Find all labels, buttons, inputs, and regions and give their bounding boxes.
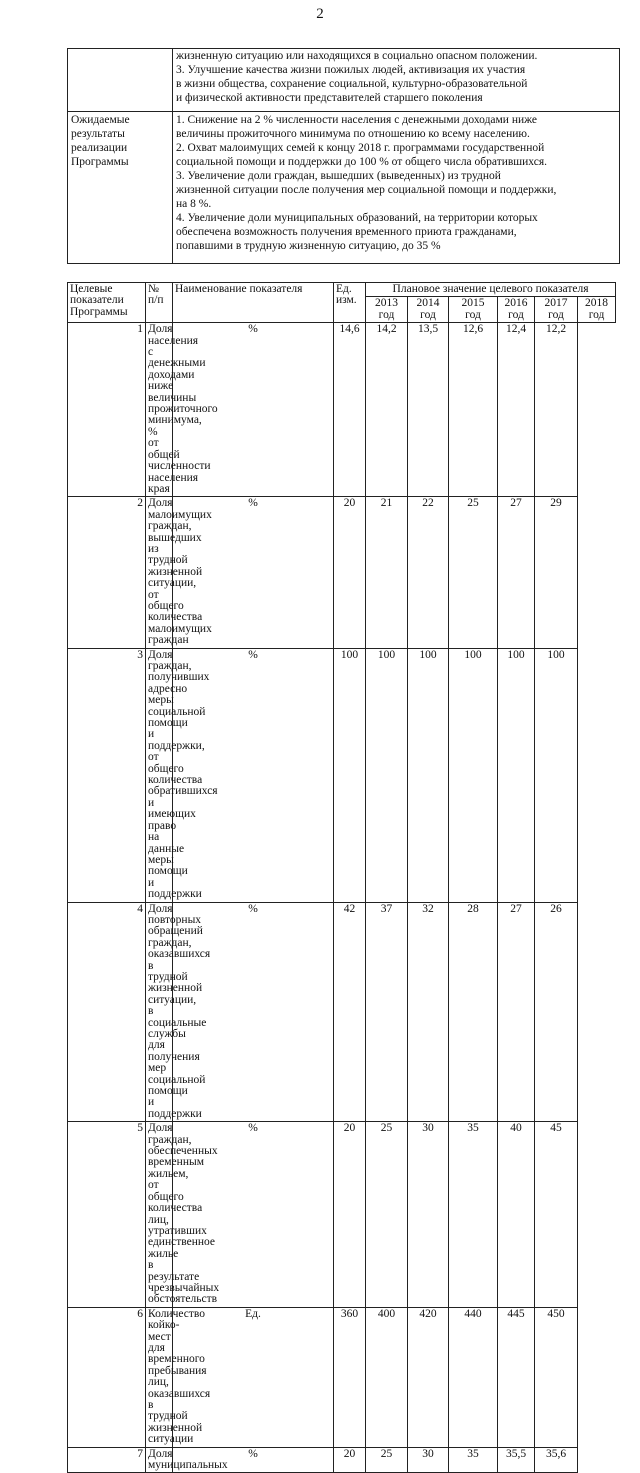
indicator-value: 14,2	[366, 323, 408, 497]
indicator-row	[68, 1447, 616, 1473]
continuation-row	[68, 49, 620, 112]
continuation-text-cell	[173, 49, 620, 112]
indicator-name-line: количества обратившихся	[148, 774, 218, 798]
indicator-unit: Ед.	[173, 1307, 334, 1447]
indicator-value: 27	[498, 902, 535, 1122]
row-number: 4	[68, 902, 146, 1122]
indicator-name	[146, 497, 212, 648]
indicator-name-line: численности населения	[148, 460, 211, 484]
indicator-value: 100	[498, 648, 535, 902]
row-number: 2	[68, 497, 146, 648]
indicator-name	[146, 648, 218, 902]
indicators-table	[67, 282, 616, 1473]
expected-result-line: 1. Снижение на 2 % численности населения с денежными доходами ниже	[176, 114, 538, 126]
continuation-line: жизненную ситуацию или находящихся в социально опасном положении.	[176, 50, 538, 62]
header-unit-line: изм.	[336, 294, 357, 307]
header-row	[68, 283, 616, 297]
indicator-value: 25	[366, 1447, 408, 1473]
indicator-unit: %	[173, 323, 334, 497]
indicator-name-line: ситуации, от общего	[148, 577, 197, 612]
indicator-unit: %	[173, 648, 334, 902]
indicator-value: 20	[334, 1122, 366, 1308]
year-header	[498, 297, 535, 323]
indicator-name-line: количества лиц,	[148, 1202, 203, 1226]
indicator-value: 360	[334, 1307, 366, 1447]
indicator-value: 29	[535, 497, 578, 648]
year-suffix: год	[508, 308, 524, 321]
indicator-value: 35,5	[498, 1447, 535, 1473]
results-table	[67, 48, 620, 264]
indicator-value: 22	[408, 497, 449, 648]
indicator-name-line: граждан, вышедших	[148, 520, 202, 544]
indicator-name-line: прожиточного	[148, 403, 218, 416]
indicator-value: 45	[535, 1122, 578, 1308]
indicator-value: 20	[334, 1447, 366, 1473]
indicator-row	[68, 902, 616, 1122]
indicator-value: 25	[449, 497, 498, 648]
indicator-name-line: Доля граждан,	[148, 1122, 192, 1146]
indicator-name-line: и поддержки	[148, 1096, 202, 1120]
indicator-name-line: Доля населения	[148, 323, 199, 347]
indicator-value: 35	[449, 1447, 498, 1473]
indicator-value: 32	[408, 902, 449, 1122]
year-suffix: год	[548, 308, 564, 321]
indicator-value: 100	[366, 648, 408, 902]
header-planned: Плановое значение целевого показателя	[366, 283, 616, 297]
row-number: 3	[68, 648, 146, 902]
expected-label-line: Ожидаемые	[71, 114, 130, 126]
indicator-name-line: утративших единственное	[148, 1224, 216, 1249]
expected-result-line: 2. Охват малоимущих семей к концу 2018 г. программами государственной	[176, 142, 545, 154]
indicator-name-line: Доля муниципальных	[148, 1447, 228, 1472]
expected-results-text	[173, 112, 620, 264]
indicator-value: 37	[366, 902, 408, 1122]
indicator-value: 30	[408, 1122, 449, 1308]
indicator-value: 27	[498, 497, 535, 648]
expected-results-label	[68, 112, 173, 264]
indicator-name-line: для временного	[148, 1341, 205, 1366]
indicator-value: 445	[498, 1307, 535, 1447]
indicator-name-line: жизненной ситуации	[148, 1421, 203, 1446]
indicator-name-line: чрезвычайных	[148, 1281, 220, 1294]
expected-label-line: реализации	[71, 142, 128, 154]
row-number: 7	[68, 1447, 146, 1473]
header-num-line: п/п	[148, 294, 164, 307]
indicator-name	[146, 323, 218, 497]
indicator-name-line: обращений граждан,	[148, 925, 203, 949]
indicator-value: 25	[366, 1122, 408, 1308]
year-value: 2015	[461, 297, 485, 310]
page-number: 2	[316, 6, 324, 22]
indicator-value: 400	[366, 1307, 408, 1447]
indicator-name	[146, 902, 211, 1122]
indicator-row	[68, 1307, 616, 1447]
indicator-name-line: оказавшихся в трудной	[148, 948, 211, 983]
indicator-value: 100	[449, 648, 498, 902]
indicator-name-line: получивших адресно меры	[148, 671, 210, 707]
header-name: Наименование показателя	[173, 283, 334, 323]
continuation-line: и физической активности представителей старшего поколения	[176, 92, 483, 104]
indicators-section-label	[68, 283, 146, 323]
indicator-name-line: с денежными доходами	[148, 346, 206, 381]
year-suffix: год	[465, 308, 481, 321]
indicator-name	[146, 1447, 228, 1473]
year-value: 2016	[504, 297, 528, 310]
section-label-line: Программы	[70, 305, 128, 318]
year-header	[535, 297, 578, 323]
expected-result-line: 3. Увеличение доли граждан, вышедших (выведенных) из трудной	[176, 170, 501, 182]
year-header	[408, 297, 449, 323]
indicator-value: 100	[408, 648, 449, 902]
indicator-name-line: в социальные службы	[148, 1005, 207, 1040]
indicator-name-line: обеспеченных временным	[148, 1145, 218, 1169]
expected-result-line: обеспечена возможность получения временного приюта гражданами,	[176, 226, 517, 238]
indicator-name-line: края	[148, 482, 170, 495]
indicator-row	[68, 648, 616, 902]
indicator-value: 13,5	[408, 323, 449, 497]
indicator-unit: %	[173, 902, 334, 1122]
expected-label-line: Программы	[71, 156, 129, 168]
row-number: 5	[68, 1122, 146, 1308]
expected-result-line: на 8 %.	[176, 198, 212, 210]
year-value: 2018 год	[585, 297, 609, 321]
section-label-line: показатели	[70, 294, 124, 307]
header-unit-line: Ед.	[336, 283, 352, 295]
indicator-value: 12,6	[449, 323, 498, 497]
row-number: 6	[68, 1307, 146, 1447]
indicator-name-line: на данные меры помощи	[148, 831, 188, 878]
indicator-value: 21	[366, 497, 408, 648]
year-header	[449, 297, 498, 323]
indicator-name-line: для получения мер	[148, 1039, 200, 1075]
year-value: 2013	[375, 297, 398, 310]
year-value: 2017	[544, 297, 568, 310]
indicator-value: 100	[334, 648, 366, 902]
indicator-name-line: и поддержки	[148, 876, 202, 901]
indicator-name-line: Доля малоимущих	[148, 497, 212, 521]
expected-label-line: результаты	[71, 128, 125, 140]
header-num-line: №	[148, 283, 159, 295]
indicator-name	[146, 1122, 220, 1308]
expected-result-line: социальной помощи и поддержки до 100 % от общего числа обратившихся.	[176, 156, 547, 168]
expected-result-line: 4. Увеличение доли муниципальных образований, на территории которых	[176, 212, 538, 224]
indicator-name-line: жизненной ситуации,	[148, 982, 203, 1006]
indicator-name-line: граждан	[148, 634, 189, 647]
indicator-name-line: пребывания лиц,	[148, 1364, 207, 1389]
expected-result-line: попавшими в трудную жизненную ситуацию, до 35 %	[176, 240, 441, 252]
indicator-name-line: количества малоимущих	[148, 611, 212, 635]
header-unit	[334, 283, 366, 323]
indicator-value: 420	[408, 1307, 449, 1447]
indicator-unit: %	[173, 497, 334, 648]
indicator-value: 100	[535, 648, 578, 902]
indicator-value: 42	[334, 902, 366, 1122]
section-label-line: Целевые	[70, 283, 113, 295]
header-num	[146, 283, 173, 323]
indicator-value: 12,2	[535, 323, 578, 497]
indicator-name-line: минимума, % от общей	[148, 414, 202, 461]
indicator-value: 26	[535, 902, 578, 1122]
indicator-value: 30	[408, 1447, 449, 1473]
indicator-value: 450	[535, 1307, 578, 1447]
indicator-name-line: социальной помощи	[148, 705, 206, 730]
indicator-value: 20	[334, 497, 366, 648]
indicator-name-line: оказавшихся в трудной	[148, 1387, 211, 1423]
year-header	[366, 297, 408, 323]
indicator-name	[146, 1307, 211, 1447]
indicator-value: 28	[449, 902, 498, 1122]
indicator-row	[68, 497, 616, 648]
indicator-name-line: Доля повторных	[148, 902, 202, 926]
continuation-line: 3. Улучшение качества жизни пожилых людей, активизация их участия	[176, 64, 526, 76]
year-value: 2014	[416, 297, 440, 310]
row-number: 1	[68, 323, 146, 497]
indicator-name-line: из трудной жизненной	[148, 542, 203, 578]
continuation-line: в жизни общества, сохранение социальной, культурно-образовательной	[176, 78, 528, 90]
indicator-value: 12,4	[498, 323, 535, 497]
indicator-name-line: жильем, от общего	[148, 1167, 189, 1203]
expected-results-row	[68, 112, 620, 264]
indicator-name-line: и имеющих право	[148, 796, 196, 832]
indicator-name-line: социальной помощи	[148, 1073, 206, 1098]
indicator-value: 40	[498, 1122, 535, 1308]
indicator-name-line: обстоятельств	[148, 1293, 218, 1306]
indicator-name-line: жилье в результате	[148, 1247, 200, 1283]
year-suffix: год	[420, 308, 436, 321]
indicator-name-line: ниже величины	[148, 380, 197, 404]
indicator-row	[68, 1122, 616, 1308]
expected-result-line: жизненной ситуации после получения мер социальной помощи и поддержки,	[176, 184, 557, 196]
year-header	[578, 297, 616, 323]
indicator-name-line: и поддержки, от общего	[148, 728, 205, 775]
indicator-row	[68, 323, 616, 497]
indicator-value: 35	[449, 1122, 498, 1308]
indicator-name-line: Доля граждан,	[148, 648, 192, 672]
expected-result-line: величины прожиточного минимума по отношению ко всему населению.	[176, 128, 530, 140]
indicator-unit: %	[173, 1122, 334, 1308]
indicator-value: 440	[449, 1307, 498, 1447]
year-suffix: год	[378, 308, 395, 321]
indicator-value: 35,6	[535, 1447, 578, 1473]
continuation-label-cell	[68, 49, 173, 112]
indicator-unit: %	[173, 1447, 334, 1473]
indicator-name-line: Количество койко-мест	[148, 1307, 205, 1343]
indicator-value: 14,6	[334, 323, 366, 497]
